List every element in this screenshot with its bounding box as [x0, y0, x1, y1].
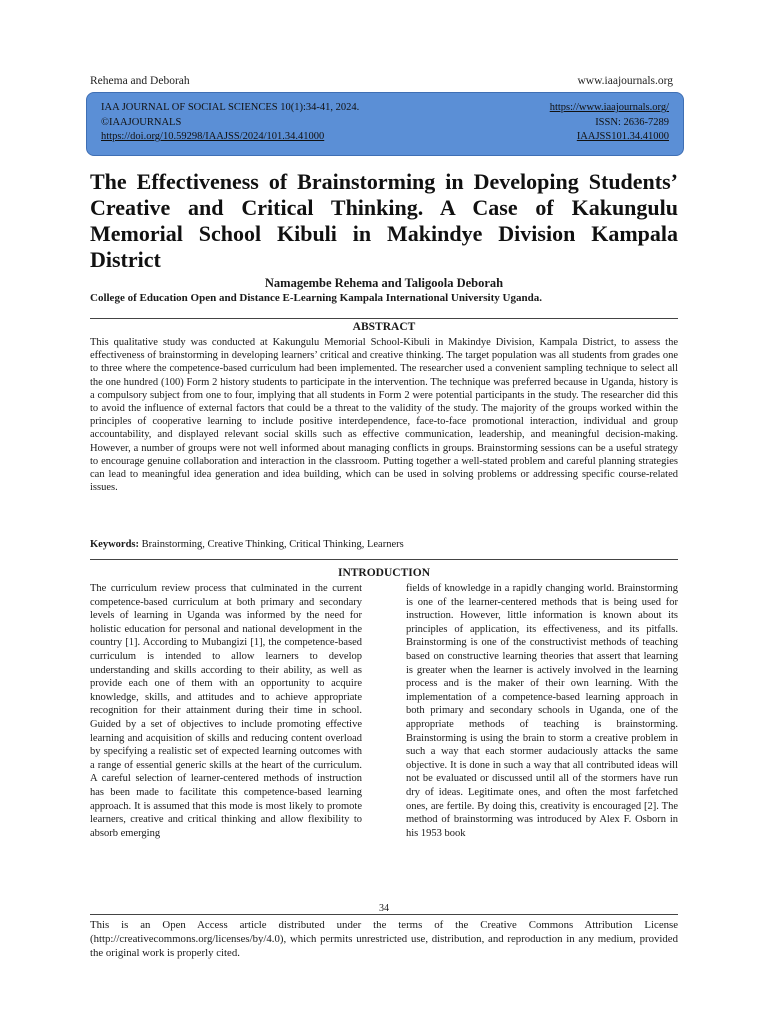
running-head [90, 75, 673, 87]
abstract-top-divider [90, 318, 678, 319]
journal-citation: IAA JOURNAL OF SOCIAL SCIENCES 10(1):34-41, 2024. [101, 102, 360, 113]
journal-info-box [86, 92, 684, 156]
journal-copyright: ©IAAJOURNALS [101, 116, 182, 128]
running-head-authors: Rehema and Deborah [90, 75, 190, 87]
keywords-label: Keywords: [90, 539, 139, 550]
abstract-text: This qualitative study was conducted at Kakungulu Memorial School-Kibuli in Makindye Division, Kampala District, to assess the effectiveness of brainstorming in developing learners’ critical and creative thinking. The target population was all students from grades one to three where the competence-based curriculum had been implemented. The researcher used a convenient sampling technique to select all the one hundred (100) Form 2 history students to participate in the intervention. The technique was preferred because in Uganda, history is a compulsory subject from one to four, implying that all students in Form 2 were potential participants in the study. The researcher did this to avoid the influence of external factors that could be a threat to the validity of the study. The majority of the groups worked within the principles of cooperative learning to include positive interdependence, face-to-face promotional interaction, individual and group accountability, and displayed relevant social skills such as effective communication, leadership, and meaningful decision-making. However, a number of groups were not well informed about managing conflicts in groups. Brainstorming sessions can be a useful strategy to encourage genuine collaboration and interaction in the classroom. Putting together a well-stated problem and careful planning strategies can lead to meaningful idea generation and idea building, which can be used in solving problems or addressing specific course-related issues. [90, 337, 678, 494]
introduction-right-column: fields of knowledge in a rapidly changing world. Brainstorming is one of the learner-centered methods that is being used for instruction. However, little information is known about its principles of application, its effectiveness, and its pitfalls. Brainstorming is one of the constructivist methods of teaching based on constructive learning theories that assert that learning is greater when the learner is actively involved in the learning process and is the maker of their own learning. With the implementation of a competence-based learning approach in both primary and secondary schools in Uganda, one of the appropriate methods of teaching is brainstorming. Brainstorming is using the brain to storm a creative problem in such a way that each stormer audaciously attacks the same objective. It is done in such a way that all contributed ideas will not be evaluated or discussed until all of the stormers have run dry of ideas. Legitimate ones, and often the most farfetched ones, are fertile. By doing this, creativity is encouraged [2]. The method of brainstorming was introduced by Alex F. Osborn in his 1953 book [406, 583, 678, 839]
paper-authors: Namagembe Rehema and Taligoola Deborah [264, 276, 504, 290]
journal-info-row-1 [101, 101, 669, 116]
journal-issn: ISSN: 2636-7289 [595, 116, 669, 128]
running-head-website[interactable]: www.iaajournals.org [577, 75, 673, 87]
journal-info-row-3 [101, 130, 669, 145]
keywords-list: Brainstorming, Creative Thinking, Critical Thinking, Learners [141, 539, 404, 550]
footer-divider [90, 914, 678, 915]
article-id-link[interactable]: IAAJSS101.34.41000 [576, 131, 669, 142]
journal-url-link[interactable]: https://www.iaajournals.org/ [549, 102, 669, 113]
keywords [90, 539, 678, 550]
journal-info-row-2 [101, 116, 669, 131]
introduction-heading: INTRODUCTION [337, 567, 430, 579]
abstract-heading: ABSTRACT [352, 321, 416, 333]
page-number: 34 [379, 903, 389, 914]
paper-affiliation: College of Education Open and Distance E-Learning Kampala International University Uganda. [90, 292, 542, 304]
license-notice: This is an Open Access article distributed under the terms of the Creative Commons Attribution License (http://creativecommons.org/licenses/by/4.0), which permits unrestricted use, distribution, and reproduction in any medium, provided the original work is properly cited. [90, 919, 678, 959]
introduction-left-column: The curriculum review process that culminated in the current competence-based curriculum at both primary and secondary levels of learning in Uganda was informed by the need for holistic education for personal and national development in the country [1]. According to Mubangizi [1], the competence-based curriculum is intended to allow learners to develop understanding and skills according to their ability, as well as provide each one of them with an opportunity to acquire knowledge, skills, and attitudes and to achieve appropriate recognition for their attainment during their time in school. Guided by a set of objectives to include promoting effective learning and acquisition of skills and reducing content overload by specifying a realistic set of expected learning outcomes with a range of essential generic skills at the heart of the curriculum. A careful selection of learner-centered methods of instruction has been made to facilitate this competence-based learning approach. It is assumed that this mode is most likely to promote learners, creative and critical thinking and allow flexibility to absorb emerging [90, 583, 362, 839]
paper-title: The Effectiveness of Brainstorming in Developing Students’ Creative and Critical Thinking. A Case of Kakungulu Memorial School Kibuli in Makindye Division Kampala District [90, 169, 678, 272]
abstract-bottom-divider [90, 559, 678, 560]
doi-link[interactable]: https://doi.org/10.59298/IAAJSS/2024/101.34.41000 [101, 131, 325, 142]
